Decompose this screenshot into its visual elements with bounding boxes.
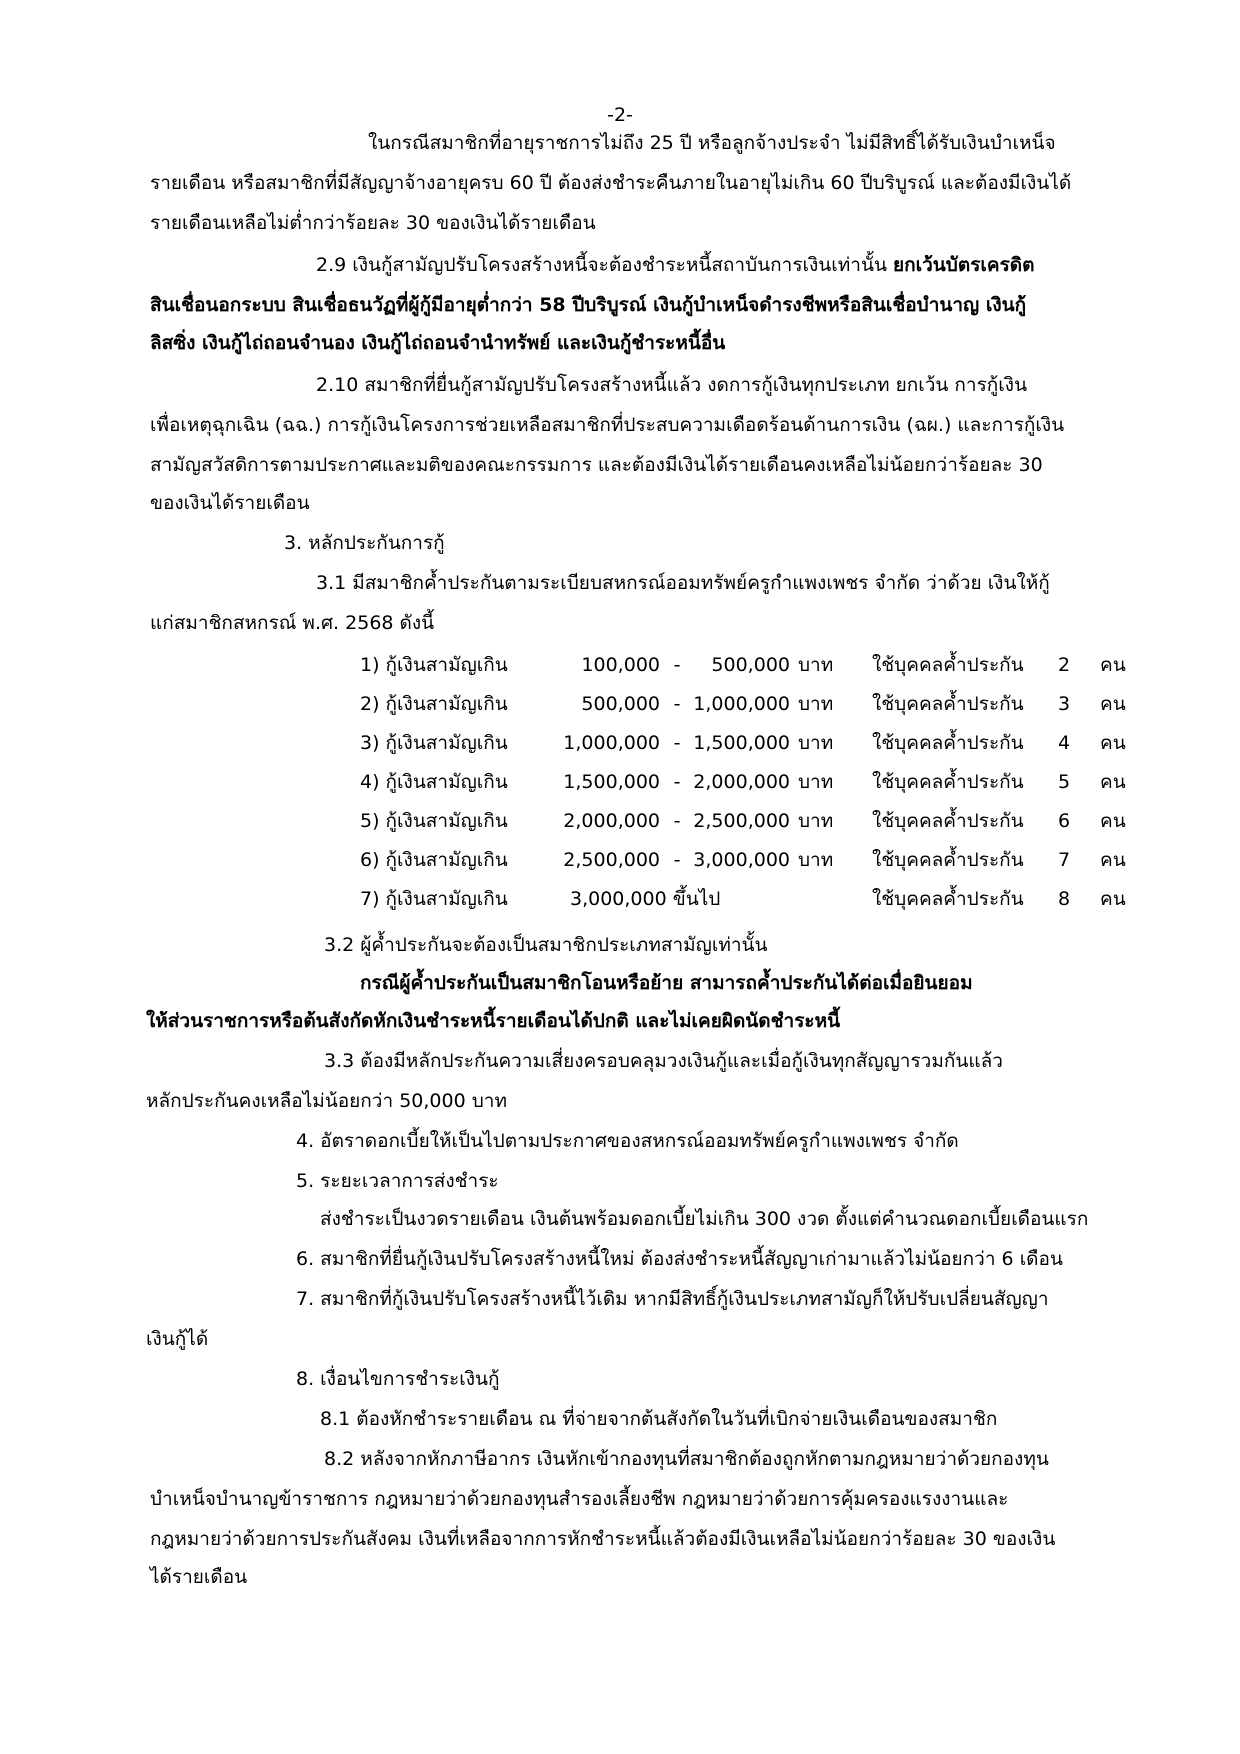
unit-baht: บาท (798, 849, 834, 871)
row-label: 2) กู้เงินสามัญเกิน (360, 693, 508, 715)
amount-to: 1,000,000 (693, 693, 790, 715)
row-label: 1) กู้เงินสามัญเกิน (360, 654, 508, 676)
person-unit: คน (1100, 849, 1126, 871)
range-separator: - (673, 732, 681, 754)
clause-8-2-line-2: บำเหน็จบำนาญข้าราชการ กฎหมายว่าด้วยกองทุนสำรองเลี้ยงชีพ กฎหมายว่าด้วยการคุ้มครองแรงงานและ (150, 1488, 1009, 1510)
range-separator: - (673, 693, 681, 715)
clause-2-10-line-2: เพื่อเหตุฉุกเฉิน (ฉฉ.) การกู้เงินโครงการช่วยเหลือสมาชิกที่ประสบความเดือดร้อนด้านการเงิน (ฉผ.) และการกู้เงิน (150, 414, 1065, 436)
amount-from: 100,000 (581, 654, 660, 676)
guarantor-text: ใช้บุคคลค้ำประกัน (872, 771, 1024, 793)
range-separator: - (673, 849, 681, 871)
row-label: 3) กู้เงินสามัญเกิน (360, 732, 508, 754)
guarantor-count: 3 (1058, 693, 1071, 715)
clause-2-9-bold-text: ยกเว้นบัตรเครดิต (893, 254, 1035, 276)
item-5-heading: 5. ระยะเวลาการส่งชำระ (296, 1170, 499, 1192)
clause-2-9-line-1 (316, 250, 1034, 280)
amount-to: 2,000,000 (693, 771, 790, 793)
guarantor-count: 7 (1058, 849, 1071, 871)
guarantor-count: 5 (1058, 771, 1071, 793)
guarantor-text: ใช้บุคคลค้ำประกัน (872, 849, 1024, 871)
clause-2-10-line-4: ของเงินได้รายเดือน (150, 492, 310, 514)
clause-2-9-text: 2.9 เงินกู้สามัญปรับโครงสร้างหนี้จะต้องชำระหนี้สถาบันการเงินเท่านั้น (316, 254, 893, 276)
amount-from: 2,000,000 (563, 810, 660, 832)
clause-8-1: 8.1 ต้องหักชำระรายเดือน ณ ที่จ่ายจากต้นสังกัดในวันที่เบิกจ่ายเงินเดือนของสมาชิก (320, 1408, 998, 1430)
amount-to: 2,500,000 (693, 810, 790, 832)
clause-2-10-line-1: 2.10 สมาชิกที่ยื่นกู้สามัญปรับโครงสร้างหนี้แล้ว งดการกู้เงินทุกประเภท ยกเว้น การกู้เงิน (316, 374, 1028, 396)
clause-2-9-line-3: ลิสซิ่ง เงินกู้ไถ่ถอนจำนอง เงินกู้ไถ่ถอนจำนำทรัพย์ และเงินกู้ชำระหนี้อื่น (150, 332, 726, 354)
row-label: 4) กู้เงินสามัญเกิน (360, 771, 508, 793)
intro-line-1: ในกรณีสมาชิกที่อายุราชการไม่ถึง 25 ปี หรือลูกจ้างประจำ ไม่มีสิทธิ์ได้รับเงินบำเหน็จ (368, 132, 1056, 154)
range-separator: - (673, 654, 681, 676)
clause-2-9-line-2: สินเชื่อนอกระบบ สินเชื่อธนวัฏที่ผู้กู้มีอายุต่ำกว่า 58 ปีบริบูรณ์ เงินกู้บำเหน็จดำรงชีพหรือสินเชื่อบำนาญ เงินกู้ (150, 294, 1027, 316)
person-unit: คน (1100, 654, 1126, 676)
unit-baht: บาท (798, 810, 834, 832)
section-3-heading: 3. หลักประกันการกู้ (284, 532, 445, 554)
amount-to: 3,000,000 (693, 849, 790, 871)
guarantor-count: 6 (1058, 810, 1071, 832)
guarantor-count: 8 (1058, 888, 1071, 910)
item-7-line-2: เงินกู้ได้ (146, 1328, 209, 1350)
amount-from: 1,000,000 (563, 732, 660, 754)
item-8-heading: 8. เงื่อนไขการชำระเงินกู้ (296, 1368, 500, 1390)
person-unit: คน (1100, 771, 1126, 793)
guarantor-count: 2 (1058, 654, 1071, 676)
person-unit: คน (1100, 810, 1126, 832)
range-separator: - (673, 810, 681, 832)
row-label: 6) กู้เงินสามัญเกิน (360, 849, 508, 871)
guarantor-text: ใช้บุคคลค้ำประกัน (872, 654, 1024, 676)
clause-3-1-line-2: แก่สมาชิกสหกรณ์ พ.ศ. 2568 ดังนี้ (150, 612, 435, 634)
person-unit: คน (1100, 693, 1126, 715)
intro-line-2: รายเดือน หรือสมาชิกที่มีสัญญาจ้างอายุครบ 60 ปี ต้องส่งชำระคืนภายในอายุไม่เกิน 60 ปีบริบูรณ์ และต้องมีเงินได้ (150, 172, 1072, 194)
row-label: 5) กู้เงินสามัญเกิน (360, 810, 508, 832)
unit-baht: บาท (798, 654, 834, 676)
guarantor-text: ใช้บุคคลค้ำประกัน (872, 693, 1024, 715)
amount-from: 2,500,000 (563, 849, 660, 871)
page-number: -2- (607, 104, 633, 126)
person-unit: คน (1100, 888, 1126, 910)
amount-to: 1,500,000 (693, 732, 790, 754)
unit-baht: บาท (798, 693, 834, 715)
amount-from: 3,000,000 ขึ้นไป (570, 888, 721, 910)
guarantor-text: ใช้บุคคลค้ำประกัน (872, 888, 1024, 910)
item-4: 4. อัตราดอกเบี้ยให้เป็นไปตามประกาศของสหกรณ์ออมทรัพย์ครูกำแพงเพชร จำกัด (296, 1130, 959, 1152)
unit-baht: บาท (798, 732, 834, 754)
clause-8-2-line-4: ได้รายเดือน (150, 1566, 248, 1588)
person-unit: คน (1100, 732, 1126, 754)
amount-to: 500,000 (711, 654, 790, 676)
clause-3-3-line-2: หลักประกันคงเหลือไม่น้อยกว่า 50,000 บาท (146, 1090, 507, 1112)
row-label: 7) กู้เงินสามัญเกิน (360, 888, 508, 910)
clause-3-2-line-3: ให้ส่วนราชการหรือต้นสังกัดหักเงินชำระหนี้รายเดือนได้ปกติ และไม่เคยผิดนัดชำระหนี้ (146, 1010, 841, 1032)
unit-baht: บาท (798, 771, 834, 793)
item-5-text: ส่งชำระเป็นงวดรายเดือน เงินต้นพร้อมดอกเบี้ยไม่เกิน 300 งวด ตั้งแต่คำนวณดอกเบี้ยเดือนแรก (320, 1208, 1089, 1230)
clause-8-2-line-3: กฎหมายว่าด้วยการประกันสังคม เงินที่เหลือจากการหักชำระหนี้แล้วต้องมีเงินเหลือไม่น้อยกว่าร้อยละ 30 ของเงิน (150, 1528, 1056, 1550)
clause-3-2-line-1: 3.2 ผู้ค้ำประกันจะต้องเป็นสมาชิกประเภทสามัญเท่านั้น (324, 934, 768, 956)
clause-3-1-line-1: 3.1 มีสมาชิกค้ำประกันตามระเบียบสหกรณ์ออมทรัพย์ครูกำแพงเพชร จำกัด ว่าด้วย เงินให้กู้ (316, 572, 1050, 594)
amount-from: 1,500,000 (563, 771, 660, 793)
item-6: 6. สมาชิกที่ยื่นกู้เงินปรับโครงสร้างหนี้ใหม่ ต้องส่งชำระหนี้สัญญาเก่ามาแล้วไม่น้อยกว่า 6 เดือน (296, 1248, 1063, 1270)
guarantor-count: 4 (1058, 732, 1071, 754)
intro-line-3: รายเดือนเหลือไม่ต่ำกว่าร้อยละ 30 ของเงินได้รายเดือน (150, 212, 596, 234)
item-7-line-1: 7. สมาชิกที่กู้เงินปรับโครงสร้างหนี้ไว้เดิม หากมีสิทธิ์กู้เงินประเภทสามัญก็ให้ปรับเปลี่ยนสัญญา (296, 1288, 1049, 1310)
clause-3-3-line-1: 3.3 ต้องมีหลักประกันความเสี่ยงครอบคลุมวงเงินกู้และเมื่อกู้เงินทุกสัญญารวมกันแล้ว (324, 1050, 1003, 1072)
amount-from: 500,000 (581, 693, 660, 715)
clause-2-10-line-3: สามัญสวัสดิการตามประกาศและมติของคณะกรรมการ และต้องมีเงินได้รายเดือนคงเหลือไม่น้อยกว่าร้อยละ 30 (150, 454, 1043, 476)
clause-3-2-line-2: กรณีผู้ค้ำประกันเป็นสมาชิกโอนหรือย้าย สามารถค้ำประกันได้ต่อเมื่อยินยอม (360, 972, 973, 994)
guarantor-text: ใช้บุคคลค้ำประกัน (872, 732, 1024, 754)
guarantor-text: ใช้บุคคลค้ำประกัน (872, 810, 1024, 832)
clause-8-2-line-1: 8.2 หลังจากหักภาษีอากร เงินหักเข้ากองทุนที่สมาชิกต้องถูกหักตามกฎหมายว่าด้วยกองทุน (324, 1448, 1049, 1470)
range-separator: - (673, 771, 681, 793)
